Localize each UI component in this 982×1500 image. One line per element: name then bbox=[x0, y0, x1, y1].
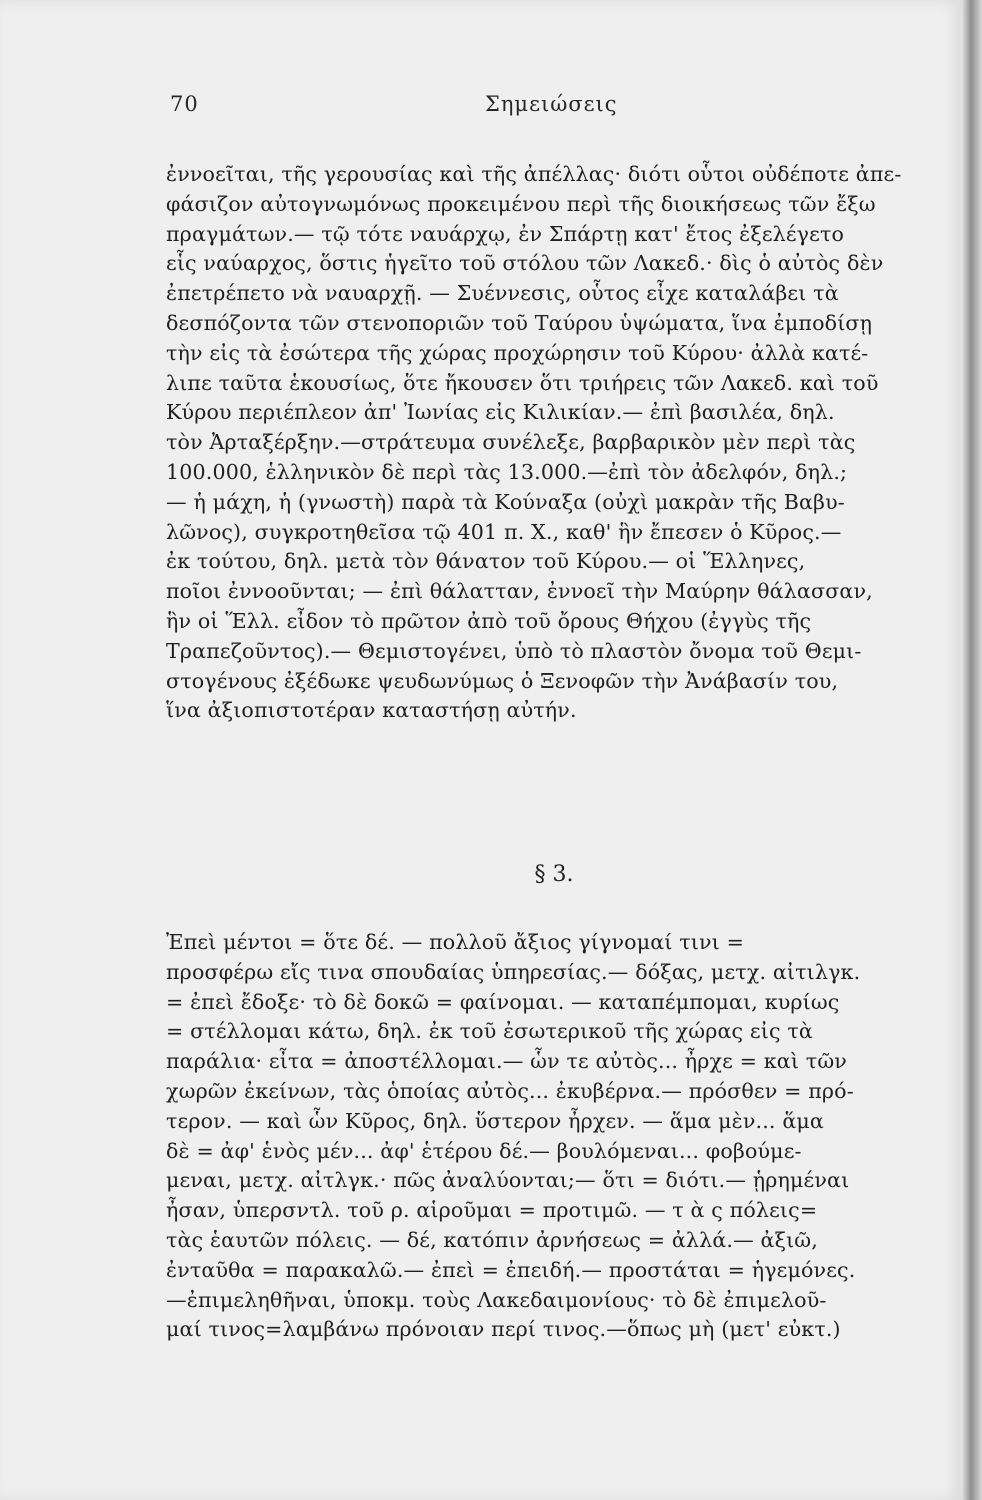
text-line: τερον. — καὶ ὧν Κῦρος, δηλ. ὕστερον ἦρχεν. — ἅμα μὲν... ἅμα bbox=[166, 1108, 824, 1133]
text-line: ἣν οἱ Ἕλλ. εἶδον τὸ πρῶτον ἀπὸ τοῦ ὄρους Θήχου (ἐγγὺς τῆς bbox=[166, 608, 812, 633]
text-line: δὲ = ἀφ' ἑνὸς μέν... ἀφ' ἑτέρου δέ.— βουλόμεναι... φοβούμε- bbox=[166, 1138, 802, 1163]
text-line: τὸν Ἀρταξέρξην.—στράτευμα συνέλεξε, βαρβαρικὸν μὲν περὶ τὰς bbox=[166, 430, 856, 455]
text-line: = ἐπεὶ ἔδοξε· τὸ δὲ δοκῶ = φαίνομαι. — καταπέμπομαι, κυρίως bbox=[166, 989, 840, 1014]
text-line: μαί τινος=λαμβάνω πρόνοιαν περί τινος.—ὅπως μὴ (μετ' εὐκτ.) bbox=[166, 1317, 841, 1342]
text-line: ἐνταῦθα = παρακαλῶ.— ἐπεὶ = ἐπειδή.— προστάται = ἡγεμόνες. bbox=[166, 1257, 856, 1282]
text-line: ἦσαν, ὑπερσντλ. τοῦ ρ. αἱροῦμαι = προτιμῶ. — τ ὰ ς πόλεις= bbox=[166, 1198, 818, 1223]
text-line: ἐκ τούτου, δηλ. μετὰ τὸν θάνατον τοῦ Κύρου.— οἱ Ἕλληνες, bbox=[166, 549, 806, 574]
text-line: —ἐπιμεληθῆναι, ὑποκμ. τοὺς Λακεδαιμονίους· τὸ δὲ ἐπιμελοῦ- bbox=[166, 1287, 827, 1312]
text-line: πραγμάτων.— τῷ τότε ναυάρχῳ, ἐν Σπάρτῃ κατ' ἔτος ἐξελέγετο bbox=[166, 221, 845, 246]
text-line: παράλια· εἶτα = ἀποστέλλομαι.— ὧν τε αὐτὸς... ἦρχε = καὶ τῶν bbox=[166, 1049, 847, 1074]
text-line: Τραπεζοῦντος).— Θεμιστογένει, ὑπὸ τὸ πλαστὸν ὄνομα τοῦ Θεμι- bbox=[166, 638, 862, 663]
text-line: ἐπετρέπετο νὰ ναυαρχῇ. — Συέννεσις, οὗτος εἶχε καταλάβει τὰ bbox=[166, 281, 839, 306]
text-line: δεσπόζοντα τῶν στενοποριῶν τοῦ Ταύρου ὑψώματα, ἵνα ἐμποδίσῃ bbox=[166, 310, 873, 335]
text-line: προσφέρω εἴς τινα σπουδαίας ὑπηρεσίας.— δόξας, μετχ. αἰτιλγκ. bbox=[166, 959, 861, 984]
text-line: μεναι, μετχ. αἰτλγκ.· πῶς ἀναλύονται;— ὅτι = διότι.— ᾑρημέναι bbox=[166, 1168, 850, 1193]
text-line: Κύρου περιέπλεον ἀπ' Ἰωνίας εἰς Κιλικίαν.— ἐπὶ βασιλέα, δηλ. bbox=[166, 400, 835, 425]
text-line: 100.000, ἑλληνικὸν δὲ περὶ τὰς 13.000.—ἐπὶ τὸν ἀδελφόν, δηλ.; bbox=[166, 459, 848, 484]
text-line: τὴν εἰς τὰ ἐσώτερα τῆς χώρας προχώρησιν τοῦ Κύρου· ἀλλὰ κατέ- bbox=[166, 340, 869, 365]
text-line: ἵνα ἀξιοπιστοτέραν καταστήσῃ αὐτήν. bbox=[166, 698, 577, 723]
page-header bbox=[170, 92, 930, 132]
text-line: ποῖοι ἐννοοῦνται; — ἐπὶ θάλατταν, ἐννοεῖ τὴν Μαύρην θάλασσαν, bbox=[166, 579, 873, 604]
paragraph-notes-section-3 bbox=[166, 928, 932, 1345]
paragraph-notes-top bbox=[166, 160, 932, 726]
text-line: Ἐπεὶ μέντοι = ὅτε δέ. — πολλοῦ ἄξιος γίγνομαί τινι = bbox=[166, 930, 744, 954]
text-line: φάσιζον αὐτογνωμόνως προκειμένου περὶ τῆς διοικήσεως τῶν ἔξω bbox=[166, 191, 876, 216]
text-line: τὰς ἑαυτῶν πόλεις. — δέ, κατόπιν ἀρνήσεως = ἀλλά.— ἀξιῶ, bbox=[166, 1227, 818, 1252]
text-line: λιπε ταῦτα ἑκουσίως, ὅτε ἤκουσεν ὅτι τριήρεις τῶν Λακεδ. καὶ τοῦ bbox=[166, 370, 879, 395]
text-line: ἐννοεῖται, τῆς γερουσίας καὶ τῆς ἀπέλλας· διότι οὗτοι οὐδέποτε ἀπε- bbox=[166, 162, 902, 186]
running-head: Σημειώσεις bbox=[485, 92, 618, 116]
text-line: — ἡ μάχη, ἡ (γνωστὴ) παρὰ τὰ Κούναξα (οὐχὶ μακρὰν τῆς Βαβυ- bbox=[166, 489, 845, 514]
text-line: = στέλλομαι κάτω, δηλ. ἐκ τοῦ ἐσωτερικοῦ τῆς χώρας εἰς τὰ bbox=[166, 1019, 813, 1044]
page-edge-shadow bbox=[962, 0, 982, 1500]
page-number: 70 bbox=[170, 92, 199, 116]
text-line: χωρῶν ἐκείνων, τὰς ὁποίας αὐτὸς... ἐκυβέρνα.— πρόσθεν = πρό- bbox=[166, 1078, 854, 1103]
text-line: εἷς ναύαρχος, ὅστις ἡγεῖτο τοῦ στόλου τῶν Λακεδ.· δὶς ὁ αὐτὸς δὲν bbox=[166, 251, 884, 276]
text-line: λῶνος), συγκροτηθεῖσα τῷ 401 π. Χ., καθ' ἣν ἔπεσεν ὁ Κῦρος.— bbox=[166, 519, 842, 544]
text-line: στογένους ἐξέδωκε ψευδωνύμως ὁ Ξενοφῶν τὴν Ἀνάβασίν του, bbox=[166, 668, 839, 693]
section-heading: § 3. bbox=[534, 862, 574, 887]
